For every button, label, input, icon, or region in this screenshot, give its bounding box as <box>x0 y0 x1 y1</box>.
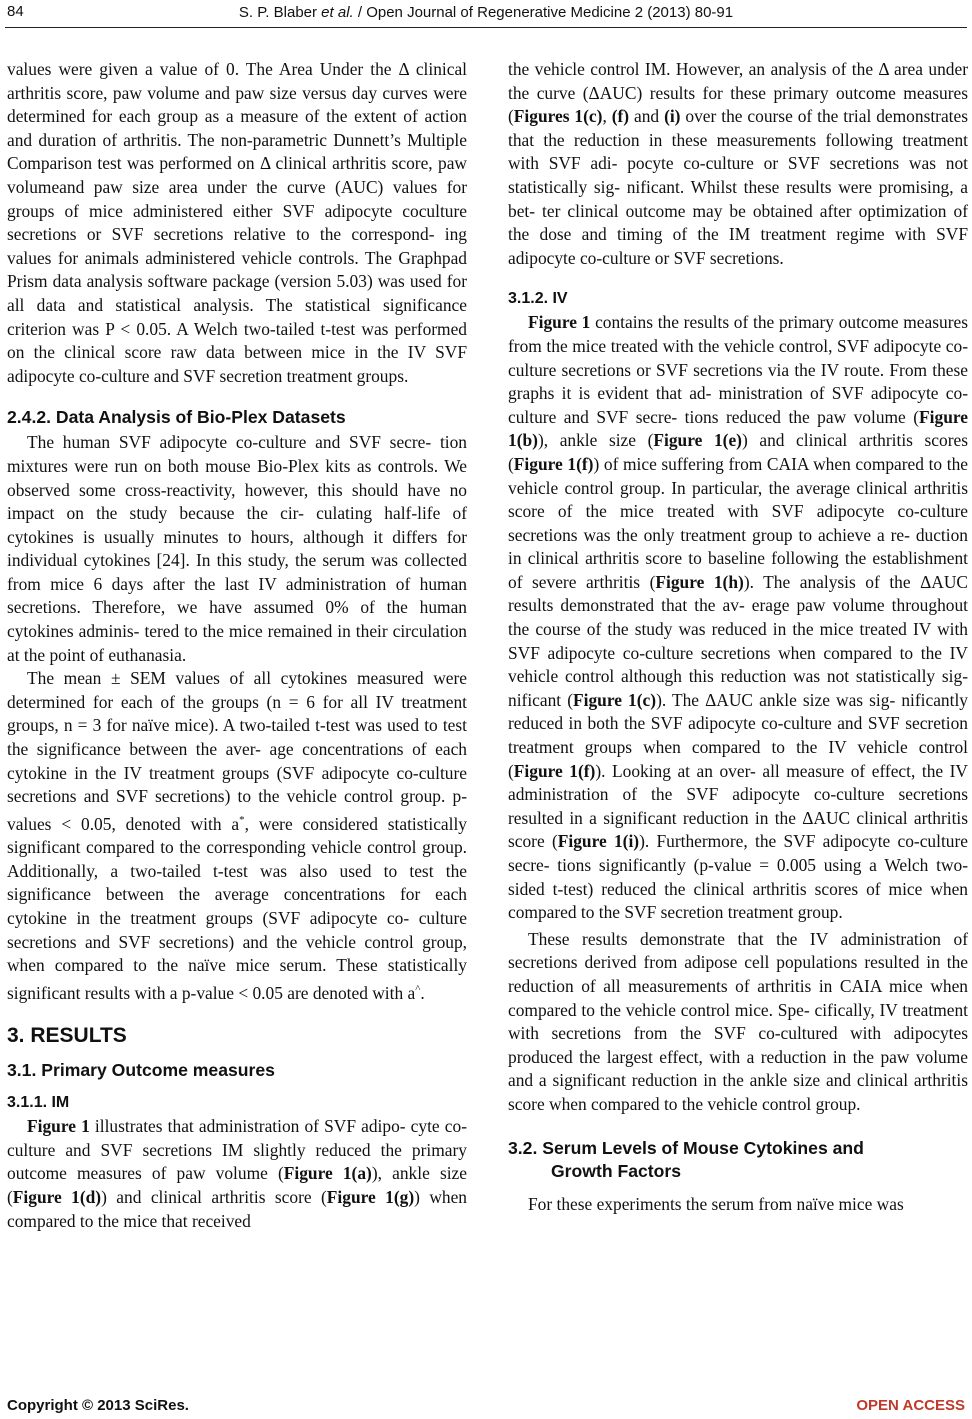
paragraph-text: the vehicle control IM. However, an analysis of the Δ area under the curve (ΔAUC) results for these primary outcome measures ( <box>508 59 968 127</box>
figure-ref: Figure 1(f) <box>513 760 596 781</box>
section-heading-line: 3.2. Serum Levels of Mouse Cytokines and <box>508 1137 864 1158</box>
figure-ref: Figure 1(g) <box>326 1186 415 1207</box>
paragraph-text: illustrates that administration of SVF adipo- cyte co-culture and SVF secretions IM slightly reduced the primary outcome measures of paw volume ( <box>7 1116 467 1184</box>
paragraph <box>7 1115 467 1233</box>
paragraph: values were given a value of 0. The Area Under the Δ clinical arthritis score, paw volume and paw size versus day curves were determined for each group as a measure of the extent of action and duration of arthritis. The non-parametric Dunnett’s Multiple Comparison test was performed on Δ clinical arthritis score, paw volumeand paw size area under the curve (AUC) values for groups of mice administered either SVF adipocyte coculture secretions or SVF secretions relative to the correspond- ing values for animals administered vehicle controls. The Graphpad Prism data analysis software package (version 5.03) was used for all data and statistical analysis. The statistical significance criterion was P < 0.05. A Welch two-tailed t-test was performed on the clinical score raw data between mice in the IV SVF adipocyte co-culture and SVF secretion treatment groups. <box>7 59 467 386</box>
significance-mark: ^ <box>415 982 421 995</box>
paragraph: For these experiments the serum from naïve mice was <box>528 1193 904 1214</box>
paragraph-text: over the course of the trial demonstrates that the reduction in these measurements following treatment with SVF adi- pocyte co-culture or SVF secretions was not statistically sig- nificant. Whilst these results were promising, a bet- ter clinical outcome may be obtained after optimization of the dose and timing of the IM treatment regime with SVF adipocyte co-culture or SVF secretions. <box>508 106 968 268</box>
paragraph-text: The mean ± SEM values of all cytokines measured were determined for each of the groups (n = 6 for all IV treatment groups, n = 3 for naïve mice). A two-tailed t-test was used to test the significance between the aver- age concentrations of each cytokine in the IV treatment groups (SVF adipocyte co-culture secretions and SVF secretions) to the vehicle control group. p-values < 0.05, denoted with a <box>7 668 467 834</box>
paragraph-text: ). Looking at an over- all measure of effect, the IV administration of the SVF adipocyte co-culture secretions resulted in a significant reduction in the ΔAUC clinical arthritis score ( <box>508 760 968 852</box>
figure-ref: Figure 1 <box>528 312 591 333</box>
section-heading-results: 3. RESULTS <box>7 1024 127 1048</box>
page-header <box>0 0 972 28</box>
running-head <box>0 4 972 21</box>
figure-ref: Figure 1(i) <box>557 831 640 852</box>
paragraph-text: ) and clinical arthritis scores ( <box>508 430 968 474</box>
figure-ref: Figure 1(a) <box>283 1163 372 1184</box>
section-heading-3-1-2: 3.1.2. IV <box>508 290 568 308</box>
figure-ref: Figure 1(h) <box>655 571 744 592</box>
paragraph-text: ), ankle size ( <box>537 430 654 451</box>
section-heading-2-4-2: 2.4.2. Data Analysis of Bio-Plex Datasets <box>7 407 346 428</box>
paragraph-text: , <box>602 106 612 127</box>
paragraph-text: ) of mice suffering from CAIA when compared to the vehicle control group. In particular, the average clinical arthritis score of the mice treated with SVF adipocyte co-culture secretions was the only treatment group to achieve a re- duction in clinical arthritis score to baseline following the establishment of severe arthritis ( <box>508 453 968 592</box>
paragraph: These results demonstrate that the IV administration of secretions derived from adipose cell populations resulted in the reduction of all measurements of arthritis in CAIA mice when compared to the vehicle control mice. Spe- cifically, IV treatment with secretions from the SVF co-cultured with adipocytes produced the largest effect, with a reduction in the paw volume and a significant reduction in the ankle size and clinical arthritis score when compared to the vehicle control group. <box>508 928 968 1114</box>
running-head-authors: S. P. Blaber <box>238 4 317 21</box>
section-heading-3-1-1: 3.1.1. IM <box>7 1094 70 1112</box>
right-column <box>508 58 968 1216</box>
running-head-etal: et al. <box>321 4 354 21</box>
paragraph-text: ). Furthermore, the SVF adipocyte co-culture secre- tions significantly (p-value = 0.005 using a Welch two- sided t-test) reduced the clinical arthritis scores of mice when compared to the SVF secretion treatment group. <box>508 831 968 923</box>
significance-mark: * <box>239 813 245 826</box>
figure-ref: Figure 1(c) <box>573 689 657 710</box>
header-rule <box>5 27 967 28</box>
paragraph-text: ). The ΔAUC ankle size was sig- nificantly reduced in both the SVF adipocyte co-culture and SVF secretion treatment groups when compared to the IV vehicle control ( <box>508 689 968 781</box>
copyright-notice: Copyright © 2013 SciRes. <box>7 1397 189 1414</box>
figure-ref: Figure 1 <box>27 1116 90 1137</box>
section-heading-3-2 <box>508 1137 968 1183</box>
paragraph: The human SVF adipocyte co-culture and SVF secre- tion mixtures were run on both mouse Bio-Plex kits as controls. We observed some cross-reactivity, however, this should have no impact on the study because the cir- culating half-life of cytokines is usually minutes to hours, although it differs for individual cytokines [24]. In this study, the serum was collected from mice 6 days after the last IV administration of human secretions. Therefore, we have assumed 0% of the human cytokines adminis- tered to the mice remained in their circulation at the point of euthanasia. <box>7 432 467 665</box>
paragraph-text: and <box>629 106 665 127</box>
paragraph <box>508 311 968 924</box>
page-footer <box>0 1397 972 1419</box>
left-column <box>7 58 467 1233</box>
paragraph-text: ) when compared to the mice that received <box>7 1186 467 1231</box>
paragraph <box>7 667 467 1005</box>
figure-ref: Figure 1(e) <box>653 430 742 451</box>
section-heading-3-1: 3.1. Primary Outcome measures <box>7 1060 275 1081</box>
page-number: 84 <box>7 3 24 20</box>
paragraph-text: contains the results of the primary outcome measures from the mice treated with the vehicle control, SVF adipocyte co-culture secretions or SVF secretions via the IV route. From these graphs it is evident that ad- ministration of SVF adipocyte co-culture and SVF secre- tions reduced the paw volume ( <box>508 312 968 427</box>
paragraph-text: ). The analysis of the ΔAUC results demonstrated that the av- erage paw volume throughout the course of the study was reduced in the mice treated IV with SVF adipocyte co-culture secretions when compared to the IV vehicle control although this reduction was not statistically sig- nificant ( <box>508 571 968 710</box>
section-heading-line: Growth Factors <box>551 1160 682 1181</box>
open-access-label: OPEN ACCESS <box>856 1397 965 1414</box>
running-head-journal: / Open Journal of Regenerative Medicine 2 (2013) 80-91 <box>357 4 734 21</box>
figure-ref: Figure 1(d) <box>12 1186 102 1207</box>
figure-ref: (f) <box>611 106 630 127</box>
paragraph-text: ) and clinical arthritis score ( <box>101 1186 327 1207</box>
paragraph-text: , were considered statistically significant compared to the corresponding vehicle control group. Additionally, a two-tailed t-test was also used to test the significance between the average concentrations for each cytokine in the treatment groups (SVF adipocyte co- culture secretions and SVF secretions) and the vehicle control group, when compared to the naïve mice serum. These statistically significant results with a p-value < 0.05 are denoted with a <box>7 813 467 1003</box>
figure-ref: Figure 1(f) <box>513 453 594 474</box>
paragraph-text: ), ankle size ( <box>7 1163 467 1207</box>
figure-ref: (i) <box>664 106 681 127</box>
paragraph <box>508 58 968 270</box>
paragraph-text: . <box>420 982 425 1003</box>
figure-ref: Figures 1(c) <box>513 106 603 127</box>
figure-ref: Figure 1(b) <box>508 406 968 451</box>
